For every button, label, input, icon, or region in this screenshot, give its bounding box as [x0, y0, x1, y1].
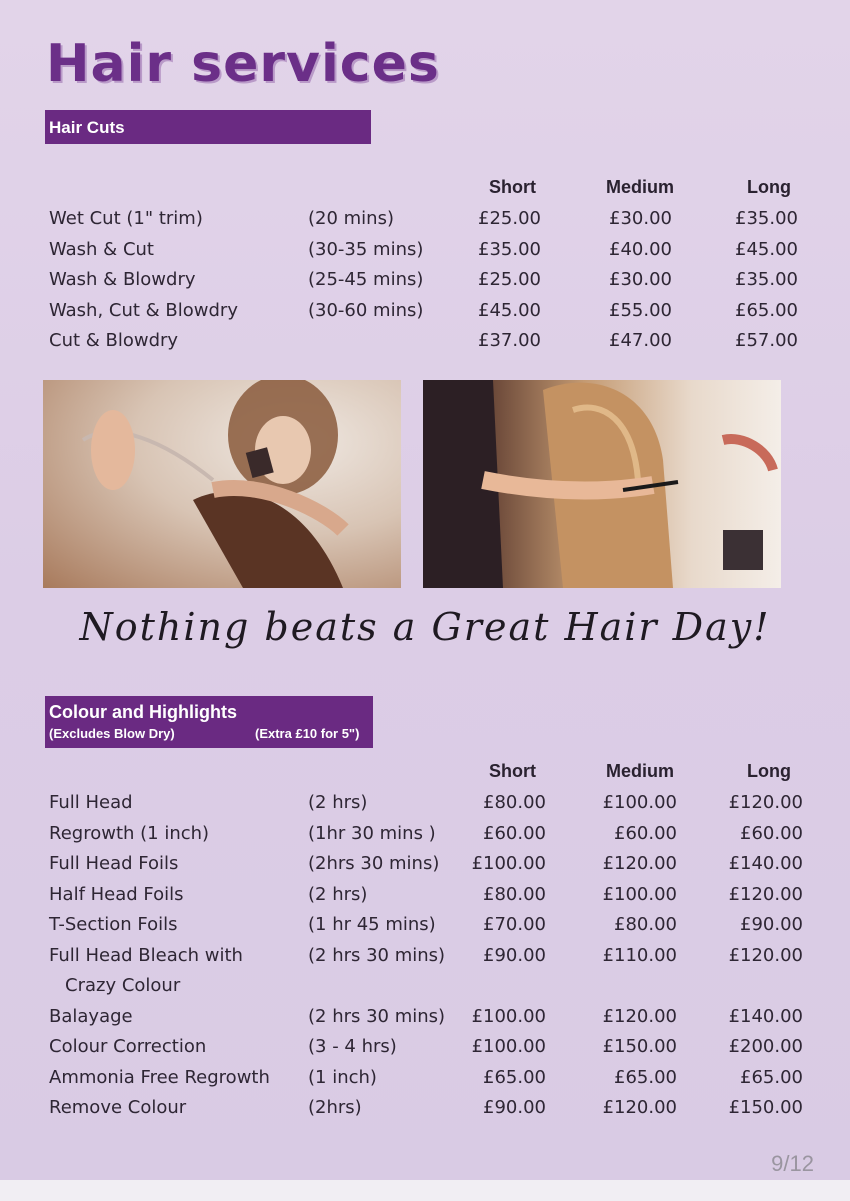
service-name: Full Head Foils — [49, 853, 179, 874]
price-long: £140.00 — [728, 853, 803, 874]
price-short: £100.00 — [471, 1036, 546, 1057]
price-long: £120.00 — [728, 945, 803, 966]
price-short: £90.00 — [483, 1097, 546, 1118]
price-long: £120.00 — [728, 792, 803, 813]
price-short: £37.00 — [478, 330, 541, 351]
price-long: £57.00 — [735, 330, 798, 351]
service-duration: (30-35 mins) — [308, 239, 424, 260]
table-row — [0, 1006, 850, 1036]
service-duration: (25-45 mins) — [308, 269, 424, 290]
price-long: £65.00 — [740, 1067, 803, 1088]
price-long: £90.00 — [740, 914, 803, 935]
service-name: Wash & Blowdry — [49, 269, 196, 290]
service-name: Half Head Foils — [49, 884, 184, 905]
service-duration: (3 - 4 hrs) — [308, 1036, 397, 1057]
price-short: £65.00 — [483, 1067, 546, 1088]
price-long: £45.00 — [735, 239, 798, 260]
table-row — [0, 239, 850, 269]
price-long: £65.00 — [735, 300, 798, 321]
price-short: £100.00 — [471, 853, 546, 874]
haircuts-col-short: Short — [489, 177, 536, 197]
price-medium: £120.00 — [602, 1006, 677, 1027]
service-name: Full Head — [49, 792, 133, 813]
service-name: Ammonia Free Regrowth — [49, 1067, 270, 1088]
service-name: Wash & Cut — [49, 239, 154, 260]
price-medium: £110.00 — [602, 945, 677, 966]
colour-note-right: (Extra £10 for 5") — [255, 726, 360, 741]
price-short: £80.00 — [483, 792, 546, 813]
service-name: Balayage — [49, 1006, 133, 1027]
price-medium: £30.00 — [609, 208, 672, 229]
table-row — [0, 1067, 850, 1097]
service-name: Crazy Colour — [65, 975, 181, 996]
price-medium: £60.00 — [614, 823, 677, 844]
table-row — [0, 1097, 850, 1127]
service-duration: (1 hr 45 mins) — [308, 914, 436, 935]
colour-col-long: Long — [747, 761, 791, 781]
colour-col-short: Short — [489, 761, 536, 781]
service-duration: (2 hrs) — [308, 792, 368, 813]
price-long: £140.00 — [728, 1006, 803, 1027]
service-name: Colour Correction — [49, 1036, 207, 1057]
service-name: Full Head Bleach with — [49, 945, 243, 966]
page-title: Hair services — [46, 34, 440, 94]
service-name: Wash, Cut & Blowdry — [49, 300, 238, 321]
service-name: Cut & Blowdry — [49, 330, 179, 351]
page-indicator: 9/12 — [771, 1151, 814, 1176]
price-long: £35.00 — [735, 269, 798, 290]
service-duration: (20 mins) — [308, 208, 394, 229]
price-long: £150.00 — [728, 1097, 803, 1118]
table-row — [0, 208, 850, 238]
price-medium: £150.00 — [602, 1036, 677, 1057]
price-short: £25.00 — [478, 208, 541, 229]
table-row — [0, 792, 850, 822]
service-duration: (2 hrs 30 mins) — [308, 1006, 446, 1027]
service-name: Regrowth (1 inch) — [49, 823, 210, 844]
colour-col-medium: Medium — [606, 761, 675, 781]
table-row — [0, 945, 850, 975]
photo-stylist-cutting-hair — [43, 380, 401, 588]
service-duration: (2 hrs 30 mins) — [308, 945, 446, 966]
service-name: Wet Cut (1" trim) — [49, 208, 203, 229]
price-short: £35.00 — [478, 239, 541, 260]
tagline: Nothing beats a Great Hair Day! — [79, 605, 771, 649]
table-row — [0, 269, 850, 299]
price-medium: £47.00 — [609, 330, 672, 351]
price-short: £80.00 — [483, 884, 546, 905]
price-short: £45.00 — [478, 300, 541, 321]
table-row — [0, 330, 850, 360]
colour-heading: Colour and Highlights — [49, 702, 237, 722]
price-short: £90.00 — [483, 945, 546, 966]
table-row — [0, 975, 850, 1005]
table-row — [0, 823, 850, 853]
service-name: T-Section Foils — [49, 914, 178, 935]
price-short: £60.00 — [483, 823, 546, 844]
price-short: £70.00 — [483, 914, 546, 935]
colour-note-left: (Excludes Blow Dry) — [49, 726, 175, 741]
service-duration: (2hrs 30 mins) — [308, 853, 440, 874]
service-duration: (30-60 mins) — [308, 300, 424, 321]
table-row — [0, 914, 850, 944]
haircuts-col-medium: Medium — [606, 177, 675, 197]
viewer-bottom-strip — [0, 1180, 850, 1201]
colour-heading-bar — [45, 696, 373, 748]
price-long: £60.00 — [740, 823, 803, 844]
service-duration: (2hrs) — [308, 1097, 362, 1118]
price-medium: £55.00 — [609, 300, 672, 321]
haircuts-heading: Hair Cuts — [49, 118, 125, 137]
table-row — [0, 853, 850, 883]
price-medium: £120.00 — [602, 1097, 677, 1118]
service-duration: (1 inch) — [308, 1067, 377, 1088]
price-medium: £65.00 — [614, 1067, 677, 1088]
table-row — [0, 884, 850, 914]
haircuts-col-long: Long — [747, 177, 791, 197]
price-medium: £100.00 — [602, 792, 677, 813]
photo-hair-combing — [423, 380, 781, 588]
price-medium: £80.00 — [614, 914, 677, 935]
price-medium: £40.00 — [609, 239, 672, 260]
price-long: £200.00 — [728, 1036, 803, 1057]
price-medium: £100.00 — [602, 884, 677, 905]
price-short: £100.00 — [471, 1006, 546, 1027]
photo1-illustration — [43, 380, 401, 588]
haircuts-heading-bar — [45, 110, 371, 144]
table-row — [0, 300, 850, 330]
price-short: £25.00 — [478, 269, 541, 290]
price-medium: £120.00 — [602, 853, 677, 874]
price-medium: £30.00 — [609, 269, 672, 290]
photo2-illustration — [423, 380, 781, 588]
service-duration: (1hr 30 mins ) — [308, 823, 436, 844]
service-name: Remove Colour — [49, 1097, 187, 1118]
price-long: £35.00 — [735, 208, 798, 229]
service-duration: (2 hrs) — [308, 884, 368, 905]
price-long: £120.00 — [728, 884, 803, 905]
table-row — [0, 1036, 850, 1066]
